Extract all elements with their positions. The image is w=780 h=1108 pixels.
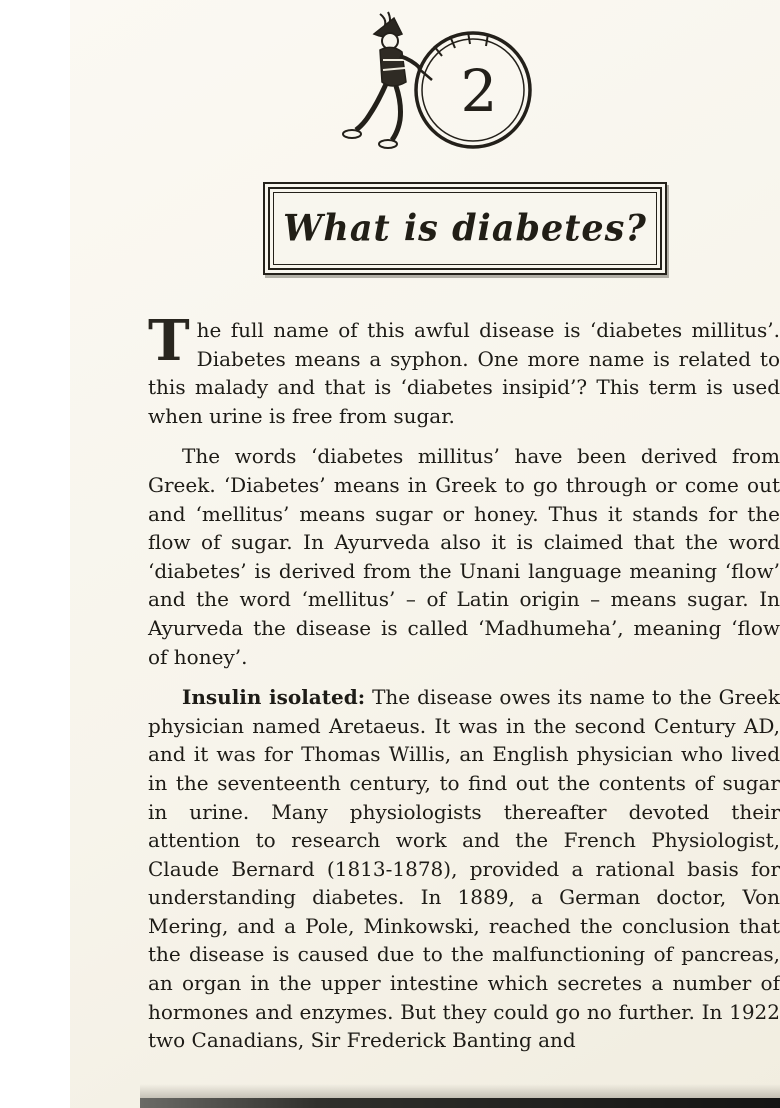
paragraph-3-text: The disease owes its name to the Greek physician named Aretaeus. It was in the second Century AD, and it was for Thomas Willis, an English physician who lived in the seventeenth century, to find out the contents of sugar in urine. Many physiologists thereafter devoted their attention to research work and the French Physiologist, Claude Bernard (1813-1878), provided a rational basis for understanding diabetes. In 1889, a German doctor, Von Mering, and a Pole, Minkowski, reached the conclusion that the disease is caused due to the malfunctioning of pancreas, an organ in the upper intestine which secretes a number of hormones and enzymes. But they could go no further. In 1922 two Canadians, Sir Frederick Banting and — [148, 685, 780, 1053]
chapter-number: 2 — [460, 57, 498, 125]
paragraph-3-lead-in: Insulin isolated: — [182, 685, 366, 710]
body-paragraph-2 — [148, 442, 780, 671]
paragraph-2-text: The words ‘diabetes millitus’ have been derived from Greek. ‘Diabetes’ means in Greek to go through or come out and ‘mellitus’ means sugar or honey. Thus it stands for the flow of sugar. In Ayurveda also it is claimed that the word ‘diabetes’ is derived from the Unani language meaning ‘flow’ and the word ‘mellitus’ – of Latin origin – means sugar. In Ayurveda the disease is called ‘Madhumeha’, meaning ‘flow of honey’. — [148, 444, 780, 669]
chapter-title: What is diabetes? — [283, 206, 647, 251]
page-bottom-edge — [140, 1098, 780, 1108]
body-paragraph-1 — [148, 308, 780, 430]
page-bottom-shadow — [140, 1084, 780, 1098]
chapter-title-box — [263, 182, 667, 275]
drop-cap: T — [148, 308, 190, 374]
title-box-inner-border — [273, 192, 657, 265]
drummer-illustration — [338, 10, 573, 180]
body-text — [148, 308, 780, 1067]
paragraph-1-text: he full name of this awful disease is ‘diabetes millitus’. Diabetes means a syphon. One more name is related to this malady and that is ‘diabetes insipid’? This term is used when urine is free from sugar. — [148, 318, 780, 428]
scanned-book-page — [70, 0, 780, 1108]
body-paragraph-3 — [148, 683, 780, 1055]
title-box-middle-border — [268, 187, 662, 270]
chapter-illustration — [338, 10, 573, 180]
